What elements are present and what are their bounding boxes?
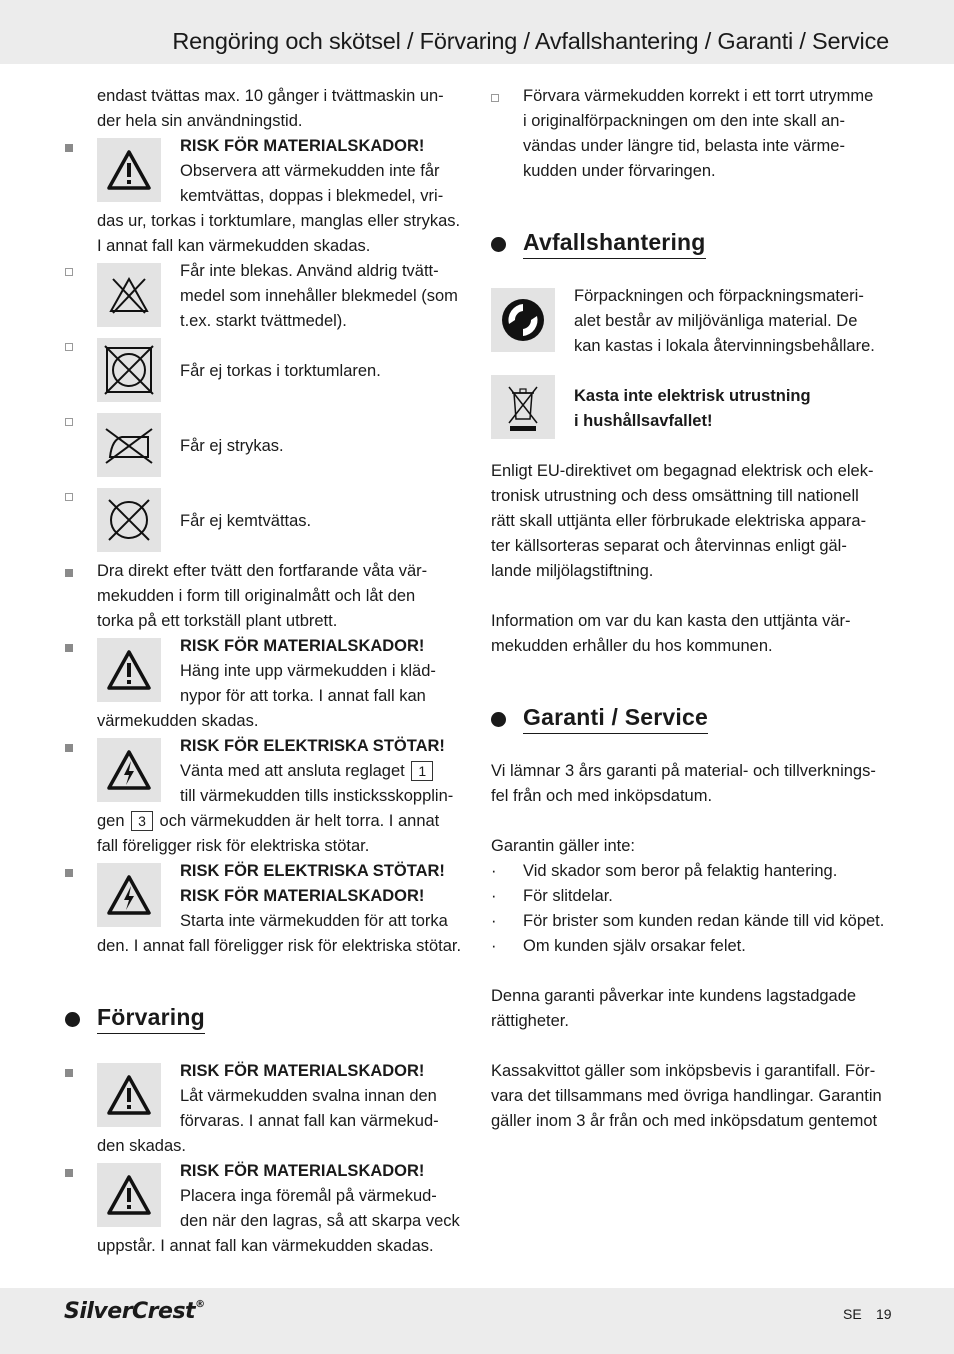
- list-bullet: ·: [491, 862, 497, 880]
- bullet: [65, 744, 73, 752]
- section-bullet: [65, 1012, 80, 1027]
- warning-heading: Kasta inte elektrisk utrustning: [574, 387, 811, 405]
- text-line: Får ej torkas i torktumlaren.: [180, 362, 381, 380]
- text-line: Häng inte upp värmekudden i kläd-: [180, 662, 436, 680]
- section-bullet: [491, 712, 506, 727]
- electric-shock-warning-icon: [97, 863, 161, 927]
- text-line: Vi lämnar 3 års garanti på material- och tillverknings-: [491, 762, 876, 780]
- no-bleach-icon: [97, 263, 161, 327]
- section-title-forvaring: Förvaring: [97, 1004, 205, 1034]
- text-line: kemtvättas, doppas i blekmedel, vri-: [180, 187, 444, 205]
- warning-heading: RISK FÖR MATERIALSKADOR!: [180, 887, 425, 905]
- bullet: [65, 144, 73, 152]
- text-line: das ur, torkas i torktumlare, manglas eller strykas.: [97, 212, 461, 230]
- text-line: lande miljölagstiftning.: [491, 562, 654, 580]
- warning-triangle-icon: [97, 138, 161, 202]
- text-line: gen 3 och värmekudden är helt torra. I annat: [97, 812, 440, 830]
- text-line: Enligt EU-direktivet om begagnad elektrisk och elek-: [491, 462, 874, 480]
- warning-heading: RISK FÖR ELEKTRISKA STÖTAR!: [180, 862, 445, 880]
- text-line: tronisk utrustning och dess omsättning till nationell: [491, 487, 859, 505]
- list-bullet: ·: [491, 937, 497, 955]
- text-line: i originalförpackningen om den inte skall an-: [523, 112, 845, 130]
- text-line: kudden under förvaringen.: [523, 162, 716, 180]
- page-number: 19: [876, 1306, 892, 1322]
- electric-shock-warning-icon: [97, 738, 161, 802]
- text-line: medel som innehåller blekmedel (som: [180, 287, 458, 305]
- text-line: Låt värmekudden svalna innan den: [180, 1087, 437, 1105]
- text-line: nypor för att torka. I annat fall kan: [180, 687, 426, 705]
- bullet: [65, 1169, 73, 1177]
- text-line: Information om var du kan kasta den uttjänta vär-: [491, 612, 851, 630]
- list-item: För slitdelar.: [523, 887, 613, 905]
- list-item: Vid skador som beror på felaktig hantering.: [523, 862, 838, 880]
- text-line: Denna garanti påverkar inte kundens lagstadgade: [491, 987, 857, 1005]
- warning-heading: RISK FÖR MATERIALSKADOR!: [180, 1162, 425, 1180]
- text-line: Förvara värmekudden korrekt i ett torrt utrymme: [523, 87, 874, 105]
- section-title-garanti-service: Garanti / Service: [523, 704, 708, 734]
- warning-heading: i hushållsavfallet!: [574, 412, 713, 430]
- bullet: [65, 644, 73, 652]
- warning-heading: RISK FÖR MATERIALSKADOR!: [180, 637, 425, 655]
- text-line: uppstår. I annat fall kan värmekudden skadas.: [97, 1237, 434, 1255]
- text-line: Får ej strykas.: [180, 437, 284, 455]
- text-line: torka på ett torkställ plant utbrett.: [97, 612, 338, 630]
- weee-bin-icon: [491, 375, 555, 439]
- text-line: t.ex. starkt tvättmedel).: [180, 312, 347, 330]
- text-line: Får inte blekas. Använd aldrig tvätt-: [180, 262, 439, 280]
- warning-triangle-icon: [97, 1163, 161, 1227]
- warning-heading: RISK FÖR MATERIALSKADOR!: [180, 137, 425, 155]
- warning-triangle-icon: [97, 1063, 161, 1127]
- list-item: Om kunden själv orsakar felet.: [523, 937, 746, 955]
- bullet: [65, 343, 73, 351]
- brand-logo: SilverCrest®: [64, 1299, 205, 1324]
- warning-heading: RISK FÖR MATERIALSKADOR!: [180, 1062, 425, 1080]
- text-line: Dra direkt efter tvätt den fortfarande våta vär-: [97, 562, 428, 580]
- bullet: [65, 268, 73, 276]
- text-line: fel från och med inköpsdatum.: [491, 787, 713, 805]
- text-line: Vänta med att ansluta reglaget 1: [180, 759, 435, 784]
- section-bullet: [491, 237, 506, 252]
- text-line: Får ej kemtvättas.: [180, 512, 312, 530]
- text-line: ter källsorteras separat och återvinnas enligt gäl-: [491, 537, 847, 555]
- warning-triangle-icon: [97, 638, 161, 702]
- text-line: Garantin gäller inte:: [491, 837, 635, 855]
- text-line: Placera inga föremål på värmekud-: [180, 1187, 437, 1205]
- text-line: mekudden erhåller du hos kommunen.: [491, 637, 773, 655]
- bullet: [65, 418, 73, 426]
- list-bullet: ·: [491, 912, 497, 930]
- text-line: förvaras. I annat fall kan värmekud-: [180, 1112, 439, 1130]
- text-line: till värmekudden tills insticksskopplin-: [180, 787, 454, 805]
- text-line: kan kastas i lokala återvinningsbehållare.: [574, 337, 875, 355]
- text-line: Starta inte värmekudden för att torka: [180, 912, 448, 930]
- text-line: gäller inom 3 år från och med inköpsdatum gentemot: [491, 1112, 878, 1130]
- ref-number: 3: [131, 811, 153, 831]
- text-line: den skadas.: [97, 1137, 186, 1155]
- text-line: fall föreligger risk för elektriska stötar.: [97, 837, 370, 855]
- warning-heading: RISK FÖR ELEKTRISKA STÖTAR!: [180, 737, 445, 755]
- no-iron-icon: [97, 413, 161, 477]
- bullet: [491, 94, 499, 102]
- recycling-green-dot-icon: [491, 288, 555, 352]
- bullet: [65, 869, 73, 877]
- no-tumble-dry-icon: [97, 338, 161, 402]
- text-line: den när den lagras, så att skarpa veck: [180, 1212, 460, 1230]
- text-line: den. I annat fall föreligger risk för elektriska stötar.: [97, 937, 462, 955]
- text-line: Observera att värmekudden inte får: [180, 162, 440, 180]
- text-line: Kassakvittot gäller som inköpsbevis i garantifall. För-: [491, 1062, 876, 1080]
- text-line: der hela sin användningstid.: [97, 112, 303, 130]
- text-line: Förpackningen och förpackningsmateri-: [574, 287, 864, 305]
- list-bullet: ·: [491, 887, 497, 905]
- no-dry-clean-icon: [97, 488, 161, 552]
- text-line: endast tvättas max. 10 gånger i tvättmaskin un-: [97, 87, 444, 105]
- text-line: rättigheter.: [491, 1012, 569, 1030]
- bullet: [65, 493, 73, 501]
- text-line: värmekudden skadas.: [97, 712, 259, 730]
- text-line: vändas under längre tid, belasta inte värme-: [523, 137, 845, 155]
- text-line: mekudden i form till originalmått och låt den: [97, 587, 416, 605]
- bullet: [65, 1069, 73, 1077]
- text-line: I annat fall kan värmekudden skadas.: [97, 237, 371, 255]
- text-line: vara det tillsammans med övriga handlingar. Garantin: [491, 1087, 882, 1105]
- language-code: SE: [843, 1306, 862, 1322]
- ref-number: 1: [411, 761, 433, 781]
- section-title-avfallshantering: Avfallshantering: [523, 229, 706, 259]
- text-line: rätt skall uttjänta eller förbrukade elektriska appara-: [491, 512, 867, 530]
- text-line: alet består av miljövänliga material. De: [574, 312, 858, 330]
- bullet: [65, 569, 73, 577]
- list-item: För brister som kunden redan kände till vid köpet.: [523, 912, 885, 930]
- page-title: Rengöring och skötsel / Förvaring / Avfallshantering / Garanti / Service: [172, 28, 889, 54]
